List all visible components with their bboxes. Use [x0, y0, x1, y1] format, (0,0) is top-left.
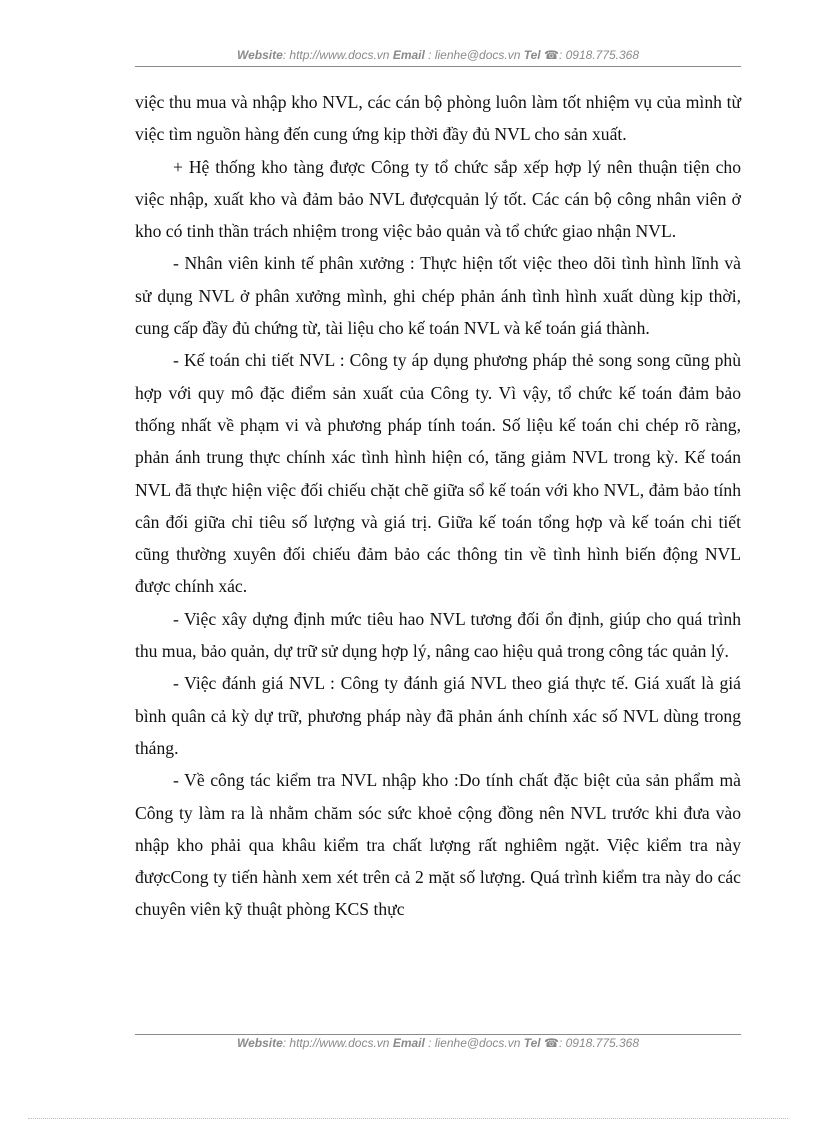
paragraph: việc thu mua và nhập kho NVL, các cán bộ phòng luôn làm tốt nhiệm vụ của mình từ việc tìm nguồn hàng đến cung ứng kịp thời đầy đủ NVL cho sản xuất. [135, 92, 741, 145]
paragraph: - Nhân viên kinh tế phân xưởng : Thực hiện tốt việc theo dõi tình hình lĩnh và sử dụng NVL ở phân xưởng mình, ghi chép phản ánh tình hình xuất dùng kịp thời, cung cấp đầy đủ chứng từ, tài liệu cho kế toán NVL và kế toán giá thành. [135, 253, 741, 339]
footer-email-value: : lienhe@docs.vn [428, 1036, 521, 1050]
footer-tel-value: : 0918.775.368 [558, 1036, 640, 1050]
paragraph: - Kế toán chi tiết NVL : Công ty áp dụng phương pháp thẻ song song cũng phù hợp với quy mô đặc điểm sản xuất của Công ty. Vì vậy, tổ chức kế toán đảm bảo thống nhất về phạm vi và phương pháp tính toán. Số liệu kế toán chi chép rõ ràng, phản ánh trung thực chính xác tình hình hiện có, tăng giảm NVL trong kỳ. Kế toán NVL đã thực hiện việc đối chiếu chặt chẽ giữa sổ kế toán với kho NVL, đảm bảo tính cân đối giữa chỉ tiêu số lượng và giá trị. Giữa kế toán tổng hợp và kế toán chi tiết cũng thường xuyên đối chiếu đảm bảo các thông tin về tình hình biến động NVL được chính xác. [135, 350, 741, 597]
document-body [135, 86, 741, 926]
footer-website-value: : http://www.docs.vn [282, 1036, 390, 1050]
header-website-value: : http://www.docs.vn [282, 48, 390, 62]
paragraph: - Việc xây dựng định mức tiêu hao NVL tương đối ổn định, giúp cho quá trình thu mua, bảo quản, dự trữ sử dụng hợp lý, nâng cao hiệu quả trong công tác quản lý. [135, 608, 741, 662]
paragraph: - Về công tác kiểm tra NVL nhập kho :Do tính chất đặc biệt của sản phẩm mà Công ty làm ra là nhằm chăm sóc sức khoẻ cộng đồng nên NVL trước khi đưa vào nhập kho phải qua khâu kiểm tra chất lượng rất nghiêm ngặt. Việc kiểm tra này đượcCong ty tiến hành xem xét trên cả 2 mặt số lượng. Quá trình kiểm tra này do các chuyên viên kỹ thuật phòng KCS thực [135, 770, 741, 920]
header-tel-value: : 0918.775.368 [558, 48, 640, 62]
footer-email-label: Email [392, 1036, 425, 1050]
header-email-value: : lienhe@docs.vn [428, 48, 521, 62]
page-footer [135, 1036, 741, 1050]
page-header [135, 48, 741, 62]
phone-icon: ☎ [544, 1036, 559, 1050]
header-divider [135, 66, 741, 67]
paragraph: + Hệ thống kho tàng được Công ty tổ chức sắp xếp hợp lý nên thuận tiện cho việc nhập, xuất kho và đảm bảo NVL đượcquản lý tốt. Các cán bộ công nhân viên ở kho có tinh thần trách nhiệm trong việc bảo quản và tổ chức giao nhận NVL. [135, 156, 741, 242]
phone-icon: ☎ [544, 48, 559, 62]
header-tel-label: Tel [523, 48, 541, 62]
header-website-label: Website [236, 48, 283, 62]
paragraph: - Việc đánh giá NVL : Công ty đánh giá NVL theo giá thực tế. Giá xuất là giá bình quân cả kỳ dự trữ, phương pháp này đã phản ánh chính xác số NVL dùng trong tháng. [135, 673, 741, 758]
footer-tel-label: Tel [523, 1036, 541, 1050]
footer-divider [135, 1034, 741, 1035]
header-email-label: Email [392, 48, 425, 62]
page-edge-dotted-line [28, 1118, 788, 1119]
footer-website-label: Website [236, 1036, 283, 1050]
